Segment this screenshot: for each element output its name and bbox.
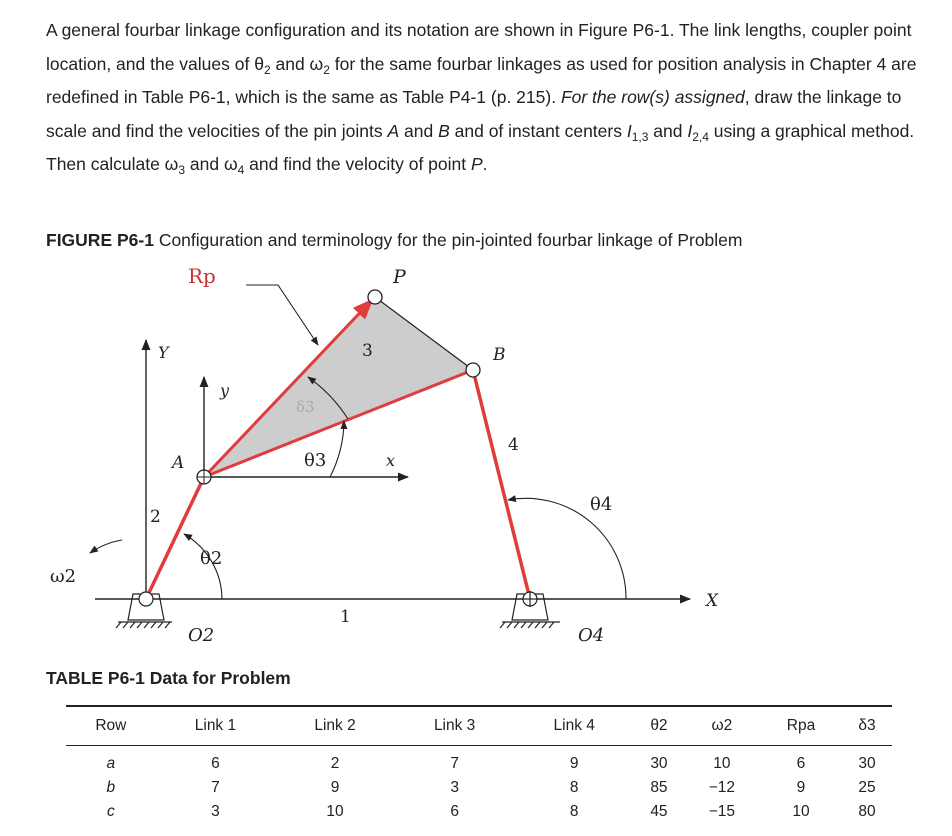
table-cell: 6 bbox=[450, 803, 459, 820]
table-cell: 9 bbox=[569, 755, 579, 772]
label-x-lower: x bbox=[386, 451, 396, 470]
table-cell: 9 bbox=[796, 779, 806, 796]
header-cell: ω2 bbox=[684, 706, 760, 746]
table-cell: 9 bbox=[330, 779, 340, 796]
table-cell: b bbox=[106, 779, 116, 796]
label-y-upper: Y bbox=[158, 343, 169, 362]
point-p bbox=[368, 290, 382, 304]
table-cell: 10 bbox=[326, 803, 344, 820]
label-p: P bbox=[393, 266, 406, 288]
header-cell: Row bbox=[66, 706, 156, 746]
table-cell: 10 bbox=[792, 803, 810, 820]
header-cell: Link 4 bbox=[514, 706, 634, 746]
label-theta3: θ3 bbox=[304, 450, 327, 471]
ground-pivot-o2 bbox=[116, 592, 172, 628]
pin-b bbox=[466, 363, 480, 377]
label-delta3: δ3 bbox=[296, 398, 315, 416]
header-cell: δ3 bbox=[842, 706, 892, 746]
header-cell: Link 2 bbox=[275, 706, 395, 746]
table-cell: 85 bbox=[650, 779, 668, 796]
label-link2: 2 bbox=[150, 507, 161, 527]
figure-caption-label: FIGURE P6-1 bbox=[46, 230, 154, 250]
label-link4: 4 bbox=[508, 435, 519, 455]
label-o2: O2 bbox=[188, 625, 215, 646]
theta3-arc bbox=[330, 421, 344, 477]
table-caption: TABLE P6-1 Data for Problem bbox=[46, 668, 291, 688]
ground-pivot-o4 bbox=[500, 591, 560, 628]
omega2-arc bbox=[90, 540, 122, 553]
label-a: A bbox=[172, 453, 185, 473]
label-theta2: θ2 bbox=[200, 548, 223, 569]
table-cell: 3 bbox=[211, 803, 220, 820]
table-cell: 8 bbox=[569, 803, 579, 820]
label-theta4: θ4 bbox=[590, 494, 613, 515]
table-cell: 7 bbox=[450, 755, 459, 772]
label-link1: 1 bbox=[340, 607, 351, 627]
header-cell: θ2 bbox=[634, 706, 684, 746]
link-4 bbox=[473, 370, 530, 599]
table-cell: 30 bbox=[650, 755, 668, 772]
label-link3: 3 bbox=[362, 341, 373, 361]
table-cell: 3 bbox=[450, 779, 459, 796]
data-table bbox=[66, 705, 892, 824]
table-cell: −15 bbox=[708, 803, 736, 820]
table-cell: 6 bbox=[796, 755, 806, 772]
table-cell: 10 bbox=[713, 755, 731, 772]
table-row bbox=[66, 800, 892, 824]
table-cell: 6 bbox=[211, 755, 220, 772]
figure-caption: FIGURE P6-1 Configuration and terminology for the pin-jointed fourbar linkage of Problem bbox=[46, 230, 743, 250]
link-2 bbox=[146, 477, 204, 599]
table-row bbox=[66, 746, 892, 777]
table-cell: 2 bbox=[330, 755, 340, 772]
table-cell: a bbox=[106, 755, 116, 772]
label-y-lower: y bbox=[220, 381, 230, 400]
table-cell: 30 bbox=[858, 755, 876, 772]
table-header-row bbox=[66, 706, 892, 746]
table-cell: c bbox=[106, 803, 115, 820]
label-omega2: ω2 bbox=[50, 566, 77, 587]
label-x-upper: X bbox=[706, 591, 719, 611]
label-rp: Rp bbox=[188, 264, 216, 288]
problem-statement: A general fourbar linkage configuration and its notation are shown in Figure P6-1. The link lengths, coupler point location, and the values of $\theta_2$ and $\omega_2$ for the same fourbar linkages as used for position analysis in Chapter 4 are redefined in Table P6-1, which is the same as Table P4-1 (p. 215). For the row(s) assigned, draw the linkage to scale and find the velocities of the pin joints A and B and of instant centers $I_{1,3}$ and $I_{2,4}$ using a graphical method. Then calculate $\omega_3$ and $\omega_4$ and find the velocity of point P. bbox=[46, 20, 917, 178]
table-cell: 80 bbox=[858, 803, 876, 820]
pin-a bbox=[197, 470, 211, 484]
table-cell: 45 bbox=[650, 803, 668, 820]
header-cell: Link 3 bbox=[395, 706, 515, 746]
table-cell: −12 bbox=[708, 779, 736, 796]
table-cell: 25 bbox=[858, 779, 876, 796]
table-row bbox=[66, 776, 892, 800]
fourbar-linkage-figure bbox=[0, 258, 952, 658]
header-cell: Link 1 bbox=[156, 706, 276, 746]
label-o4: O4 bbox=[578, 625, 605, 646]
table-cell: 8 bbox=[569, 779, 579, 796]
rp-pointer bbox=[246, 285, 318, 345]
label-b: B bbox=[493, 345, 506, 365]
header-cell: Rpa bbox=[760, 706, 842, 746]
table-cell: 7 bbox=[211, 779, 220, 796]
